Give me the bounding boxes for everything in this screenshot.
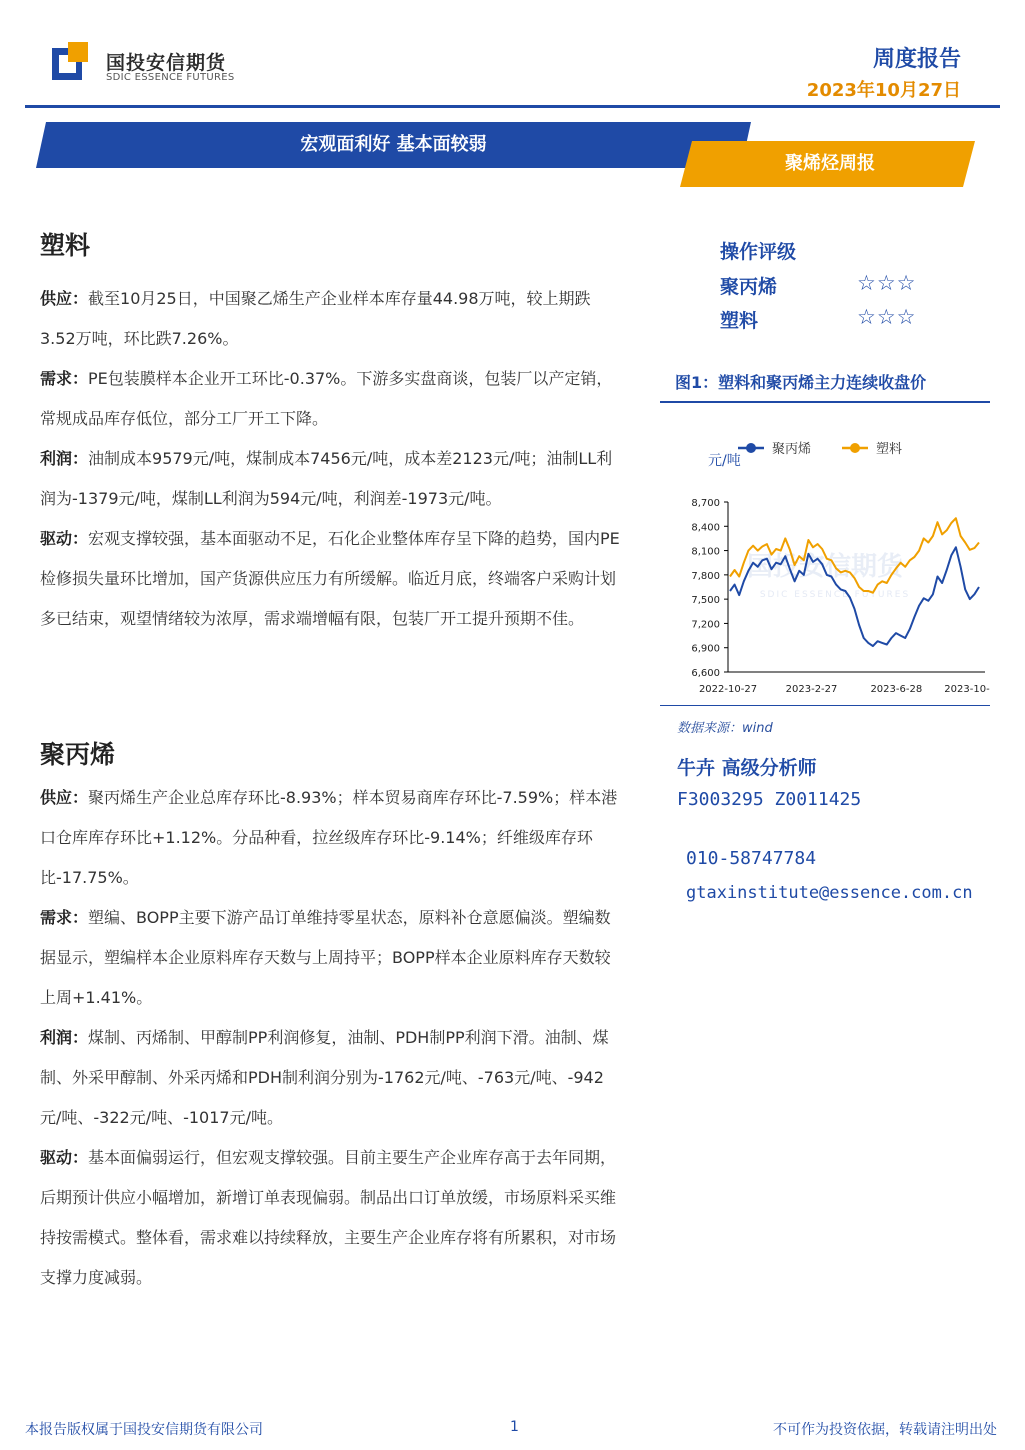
legend-marker — [746, 443, 756, 453]
chart-watermark-en: SDIC ESSENCE FUTURES — [759, 590, 911, 600]
section-title-pp: 聚丙烯 — [40, 740, 116, 769]
report-type: 周度报告 — [872, 47, 961, 72]
y-tick-label: 7,800 — [691, 570, 720, 582]
pp-paragraphs — [40, 778, 625, 1298]
analyst-name: 牛卉 高级分析师 — [677, 757, 817, 779]
x-tick-label: 2023-10- — [944, 684, 990, 695]
analyst-email[interactable]: gtaxinstitute@essence.com.cn — [686, 883, 973, 903]
plastic-demand: 需求：PE包装膜样本企业开工环比-0.37%。下游多实盘商谈，包装厂以产定销，常规成品库存低位，部分工厂开工下降。 — [40, 369, 613, 428]
pp-driver: 驱动：基本面偏弱运行，但宏观支撑较强。目前主要生产企业库存高于去年同期，后期预计供应小幅增加，新增订单表现偏弱。制品出口订单放缓，市场原料采买维持按需模式。整体看，需求难以持续释放，主要生产企业库存将有所累积，对市场支撑力度减弱。 — [40, 1148, 617, 1287]
legend-marker — [850, 443, 860, 453]
rating-name-plastic: 塑料 — [720, 310, 759, 332]
section-title-plastic: 塑料 — [40, 231, 91, 260]
pp-profit: 利润：煤制、丙烯制、甲醇制PP利润修复，油制、PDH制PP利润下滑。油制、煤制、外采甲醇制、外采丙烯和PDH制利润分别为-1762元/吨、-763元/吨、-942元/吨、-322元/吨、-1017元/吨。 — [40, 1028, 609, 1127]
rating-heading: 操作评级 — [720, 241, 797, 263]
plastic-paragraphs — [40, 279, 625, 639]
figure-title: 图1：塑料和聚丙烯主力连续收盘价 — [675, 373, 927, 392]
plastic-driver: 驱动：宏观支撑较强，基本面驱动不足，石化企业整体库存呈下降的趋势，国内PE检修损失量环比增加，国产货源供应压力有所缓解。临近月底，终端客户采购计划多已结束，观望情绪较为浓厚，需求端增幅有限，包装厂开工提升预期不佳。 — [40, 529, 620, 628]
plastic-supply: 供应：截至10月25日，中国聚乙烯生产企业样本库存量44.98万吨，较上期跌3.52万吨，环比跌7.26%。 — [40, 289, 591, 348]
company-logo-mark — [52, 42, 94, 84]
price-line-chart — [660, 420, 995, 705]
company-logo-text: 国投安信期货 — [106, 52, 227, 74]
plastic-profit: 利润：油制成本9579元/吨，煤制成本7456元/吨，成本差2123元/吨；油制LL利润为-1379元/吨，煤制LL利润为594元/吨，利润差-1973元/吨。 — [40, 449, 613, 508]
figure-bottom-rule — [660, 705, 990, 706]
header-divider — [25, 105, 1000, 108]
chart-watermark: 国投安信期货 — [746, 552, 904, 582]
y-tick-label: 8,700 — [691, 498, 720, 509]
pp-demand: 需求：塑编、BOPP主要下游产品订单维持零星状态，原料补仓意愿偏淡。塑编数据显示，塑编样本企业原料库存天数与上周持平；BOPP样本企业原料库存天数较上周+1.41%。 — [40, 908, 611, 1007]
page-number: 1 — [510, 1419, 519, 1435]
y-tick-label: 8,100 — [691, 546, 720, 558]
analyst-cert: F3003295 Z0011425 — [677, 789, 862, 810]
chart-ylabel: 元/吨 — [708, 453, 741, 469]
y-tick-label: 6,600 — [691, 668, 720, 679]
report-date: 2023年10月27日 — [806, 80, 961, 101]
analyst-phone: 010-58747784 — [686, 848, 817, 869]
y-tick-label: 7,500 — [691, 595, 720, 607]
pp-supply: 供应：聚丙烯生产企业总库存环比-8.93%；样本贸易商库存环比-7.59%；样本港口仓库库存环比+1.12%。分品种看，拉丝级库存环比-9.14%；纤维级库存环比-17.75%。 — [40, 788, 618, 887]
x-tick-label: 2023-2-27 — [785, 684, 838, 695]
chart-legend — [738, 441, 902, 457]
rating-stars-plastic: ☆☆☆ — [857, 305, 917, 329]
x-tick-label: 2022-10-27 — [698, 684, 758, 695]
y-tick-label: 7,200 — [691, 619, 720, 631]
figure-title-rule — [660, 401, 990, 403]
legend-label: 塑料 — [876, 442, 903, 457]
x-tick-label: 2023-6-28 — [870, 684, 923, 695]
legend-label: 聚丙烯 — [772, 442, 812, 457]
company-logo-text-en: SDIC ESSENCE FUTURES — [106, 72, 235, 83]
y-tick-label: 8,400 — [691, 522, 720, 534]
banner-subtitle: 聚烯烃周报 — [785, 153, 875, 174]
rating-stars-pp: ☆☆☆ — [857, 271, 917, 295]
y-tick-label: 6,900 — [691, 643, 720, 655]
data-source: 数据来源：wind — [677, 721, 773, 736]
rating-name-pp: 聚丙烯 — [720, 276, 778, 298]
footer-disclaimer: 不可作为投资依据，转载请注明出处 — [773, 1422, 997, 1438]
footer-copyright: 本报告版权属于国投安信期货有限公司 — [25, 1422, 263, 1438]
banner-title: 宏观面利好 基本面较弱 — [300, 134, 487, 155]
